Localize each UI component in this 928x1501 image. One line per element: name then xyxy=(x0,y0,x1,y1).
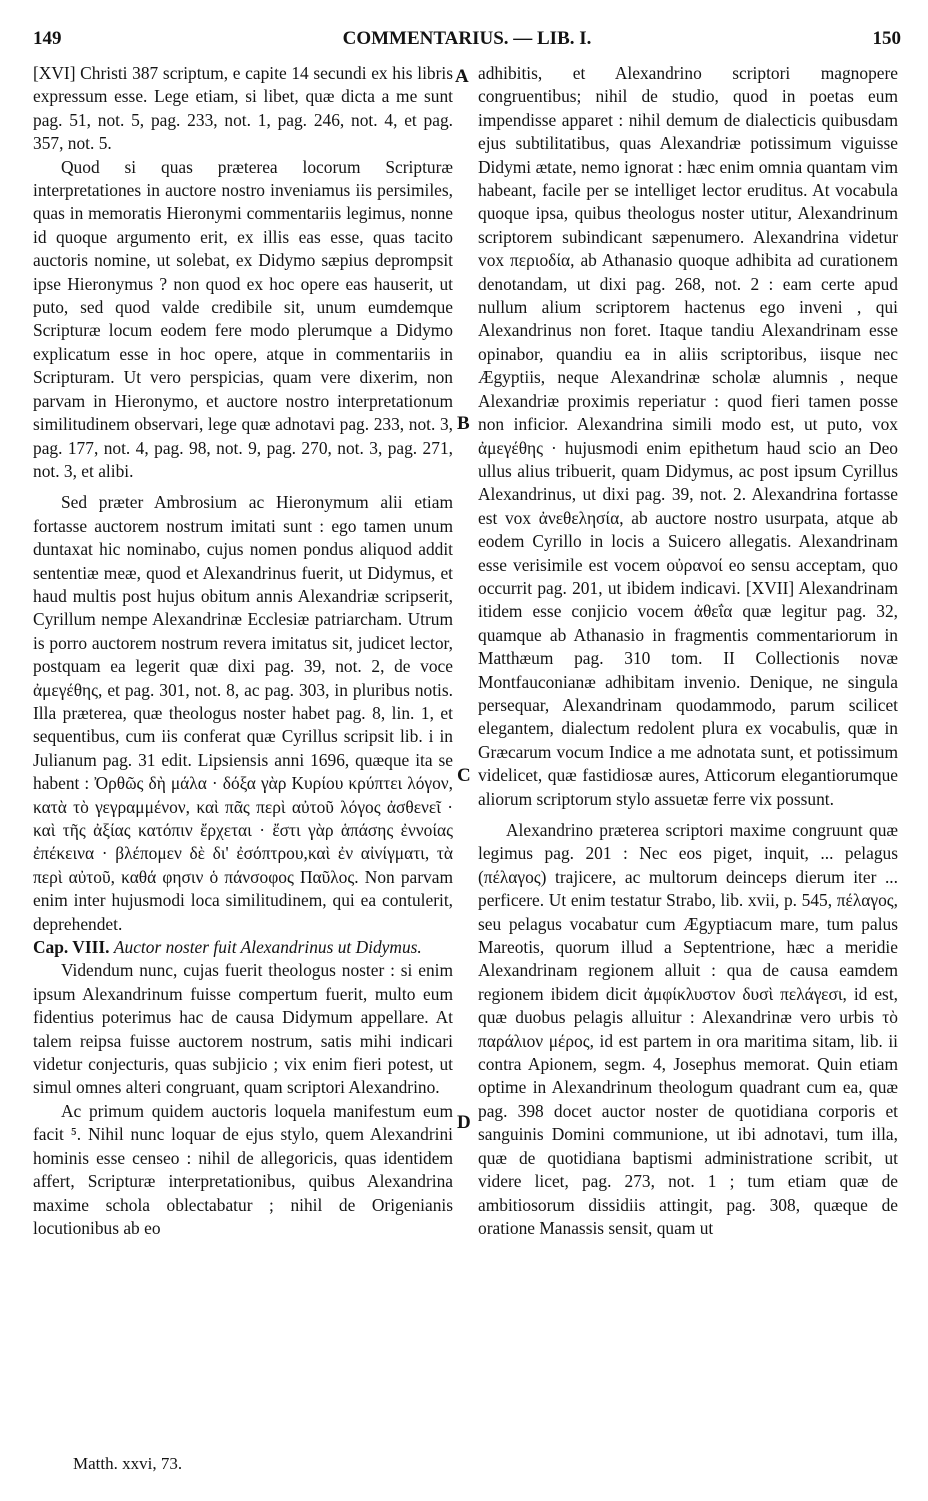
margin-marker-d: D xyxy=(457,1112,471,1133)
left-column xyxy=(33,62,453,1240)
chapter-heading xyxy=(33,936,453,959)
right-paragraph-1: adhibitis, et Alexandrino scriptori magnopere congruentibus; nihil de studio, quod in poetas eum impendisse apparet : nihil demum de dialecticis quibusdam ejus subtilitatibus, quas Alexandriæ potissimum viguisse Didymi ætate, nemo ignorat : hæc enim omnia quantam vim habeant, facile per se intelliget lector eruditus. At vocabula quoque ipsa, quibus theologus noster utitur, Alexandrinum scriptorem subindicant sæpenumero. Alexandrina videtur vox περιοδία, ab Athanasio quoque adhibita ad curationem denotandam, ut dixi pag. 268, not. 2 : eam certe apud nullum alium scriptorem hactenus ego inveni , qui Alexandrinus non foret. Itaque tandiu Alexandrinam esse opinabor, quandiu ea in aliis scriptoribus, iisque nec Ægyptiis, neque Alexandrinæ scholæ alumnis , neque Alexandriæ proximis reperiatur : quod fieri tamen posse non inficior. Alexandrina simili modo est, ut puto, vox ἀμεγέθης · hujusmodi enim epithetum haud scio an Deo ullus alius tribuerit, quam Didymus, ac post ipsum Cyrillus Alexandrinus, ut dixi pag. 39, not. 2. Alexandrina fortasse est vox ἀνεθελησία, ab auctore nostro usurpata, atque ab eodem Cyrillo in locis a Suicero allegatis. Alexandrinam esse verisimile est vocem οὐρανοί eo sensu acceptam, quo occurrit pag. 201, ut ibidem indicavi. [XVII] Alexandrinam itidem esse conjicio vocem ἀθεΐα quæ legitur pag. 32, quamque ab Athanasio in fragmentis commentariorum in Matthæum pag. 310 tom. II Collectionis novæ Montfauconianæ adhibitam invenio. Denique, ne singula persequar, Alexandrinam quodammodo, parum scilicet elegantem, dialectum redolent plura ex vocabulis, quæ in Græcarum vocum Indice a me adnotata sunt, et potissimum videlicet, quæ fastidiosæ aures, Atticorum elegantiorumque aliorum scriptorum stylo assuetæ ferre vix possunt. xyxy=(478,63,898,809)
margin-marker-a: A xyxy=(455,66,469,87)
chapter-label: Cap. VIII. xyxy=(33,937,110,958)
margin-marker-b: B xyxy=(457,413,470,434)
right-paragraph-2: Alexandrino præterea scriptori maxime congruunt quæ legimus pag. 201 : Nec eos piget, inquit, ... pelagus (πέλαγος) trajicere, ac multorum deinceps dierum iter ... perficere. Ut enim testatur Strabo, lib. xvii, p. 545, πέλαγος, seu pelagus vocabatur cum Ægyptiacum mare, tum palus Mareotis, quorum illud a Septentrione, hæc a meridie Alexandrinam regionem alluit : qua de causa eamdem regionem ibidem dicit ἀμφίκλυστον δυσὶ πελάγεσι, id est, quæ duobus pelagis alluitur : Alexandrinæ vero urbis τὸ παράλιον μέρος, id est partem in ora maritima sitam, lib. ii contra Apionem, segm. 4, Josephus memorat. Quin etiam optime in Alexandrinum theologum quadrant cum ea, quæ pag. 398 docet auctor noster de quotidiana corporis et sanguinis Domini communione, ut ibi adnotavi, tum illa, quæ de quotidiana baptismi administratione scribit, ut videre licet, pag. 273, not. 1 ; tum etiam quæ de ambitiosorum dissidiis attingit, pag. 308, quæque de oratione Manassis sensit, quam ut xyxy=(478,820,898,1238)
running-title: COMMENTARIUS. — LIB. I. xyxy=(342,28,592,49)
page-number-left: 149 xyxy=(33,28,62,49)
page-number-right: 150 xyxy=(872,28,901,49)
chapter-title: Auctor noster fuit Alexandrinus ut Didymus. xyxy=(113,937,422,958)
margin-marker-c: C xyxy=(457,765,471,786)
left-paragraph-4: Videndum nunc, cujas fuerit theologus noster : si enim ipsum Alexandrinum fuisse compertum fuerit, multo eum fidentius poterimus hac de causa Didymum appellare. At talem reipsa fuisse auctorem nostrum, satis mihi indicari videtur conjecturis, quas subjicio ; vix enim fieri potest, ut simul omnes alteri congruant, quam scriptori Alexandrino. xyxy=(33,960,453,1098)
left-paragraph-1: [XVI] Christi 387 scriptum, e capite 14 secundi ex his libris expressum esse. Lege etiam, si libet, quæ dicta a me sunt pag. 51, not. 5, pag. 233, not. 1, pag. 246, not. 4, et pag. 357, not. 5. xyxy=(33,63,453,154)
footnote: Matth. xxvi, 73. xyxy=(73,1454,183,1473)
right-column xyxy=(478,62,898,1240)
left-paragraph-3: Sed præter Ambrosium ac Hieronymum alii etiam fortasse auctorem nostrum imitati sunt : ego tamen unum duntaxat hic nominabo, cujus nomen pondus aliquod addit sententiæ meæ, quod et Alexandrinus fuerit, ut Didymus, et haud multis post hujus obitum annis Alexandriæ scripserit, Cyrillum nempe Alexandrinæ Ecclesiæ patriarcham. Utrum is porro auctorem nostrum revera imitatus sit, judicet lector, postquam ea legerit quæ dixi pag. 39, not. 2, de voce ἀμεγέθης, et pag. 301, not. 8, ac pag. 303, in pluribus notis. Illa præterea, quæ theologus noster habet pag. 8, lin. 1, et sequentibus, cum iis conferat quæ Cyrillus scripsit lib. i in Julianum pag. 31 edit. Lipsiensis anni 1696, quæque ita se habent : Ὀρθῶς δὴ μάλα · δόξα γὰρ Κυρίου κρύπτει λόγον, κατὰ τὸ γεγραμμένον, καὶ πᾶς περὶ αὐτοῦ λόγος ἀσθενεῖ · καὶ τῆς ἀξίας κατόπιν ἔρχεται · ἔστι γὰρ ἁπάσης ἐννοίας ἐπέκεινα · βλέπομεν δὲ δι' ἐσόπτρου,καὶ ἐν αἰνίγματι, τὰ περὶ αὐτοῦ, καθά φησιν ὁ πάνσοφος Παῦλος. Non parvam enim inter hujusmodi loca similitudinem, qui ea contulerit, deprehendet. xyxy=(33,492,453,934)
left-paragraph-5: Ac primum quidem auctoris loquela manifestum eum facit ⁵. Nihil nunc loquar de ejus stylo, quem Alexandrini hominis esse censeo : nihil de allegoricis, quas identidem affert, Scripturæ interpretationibus, quibus Alexandrina maxime schola oblectabatur ; nihil de Origenianis locutionibus ab eo xyxy=(33,1100,453,1238)
page-header xyxy=(33,28,901,58)
left-paragraph-2: Quod si quas præterea locorum Scripturæ interpretationes in auctore nostro inveniamus iis persimiles, quas in memoratis Hieronymi commentariis legimus, nonne id quoque argumento erit, ex illis eas esse, quas tacito auctoris nomine, ut solebat, ex Didymo sæpius deprompsit ipse Hieronymus ? non quod ex hoc opere eas hauserit, ut puto, sed quod valde credibile sit, unum eumdemque Scripturæ locum eodem fere modo plerumque a Didymo explicatum esse in hoc opere, atque in commentariis in Scripturam. Ut vero perspicias, quam vere dixerim, non parvam in Hieronymo, et auctore nostro interpretationum similitudinem observari, lege quæ adnotavi pag. 233, not. 3, pag. 177, not. 4, pag. 98, not. 9, pag. 270, not. 3, pag. 271, not. 3, et alibi. xyxy=(33,156,453,481)
